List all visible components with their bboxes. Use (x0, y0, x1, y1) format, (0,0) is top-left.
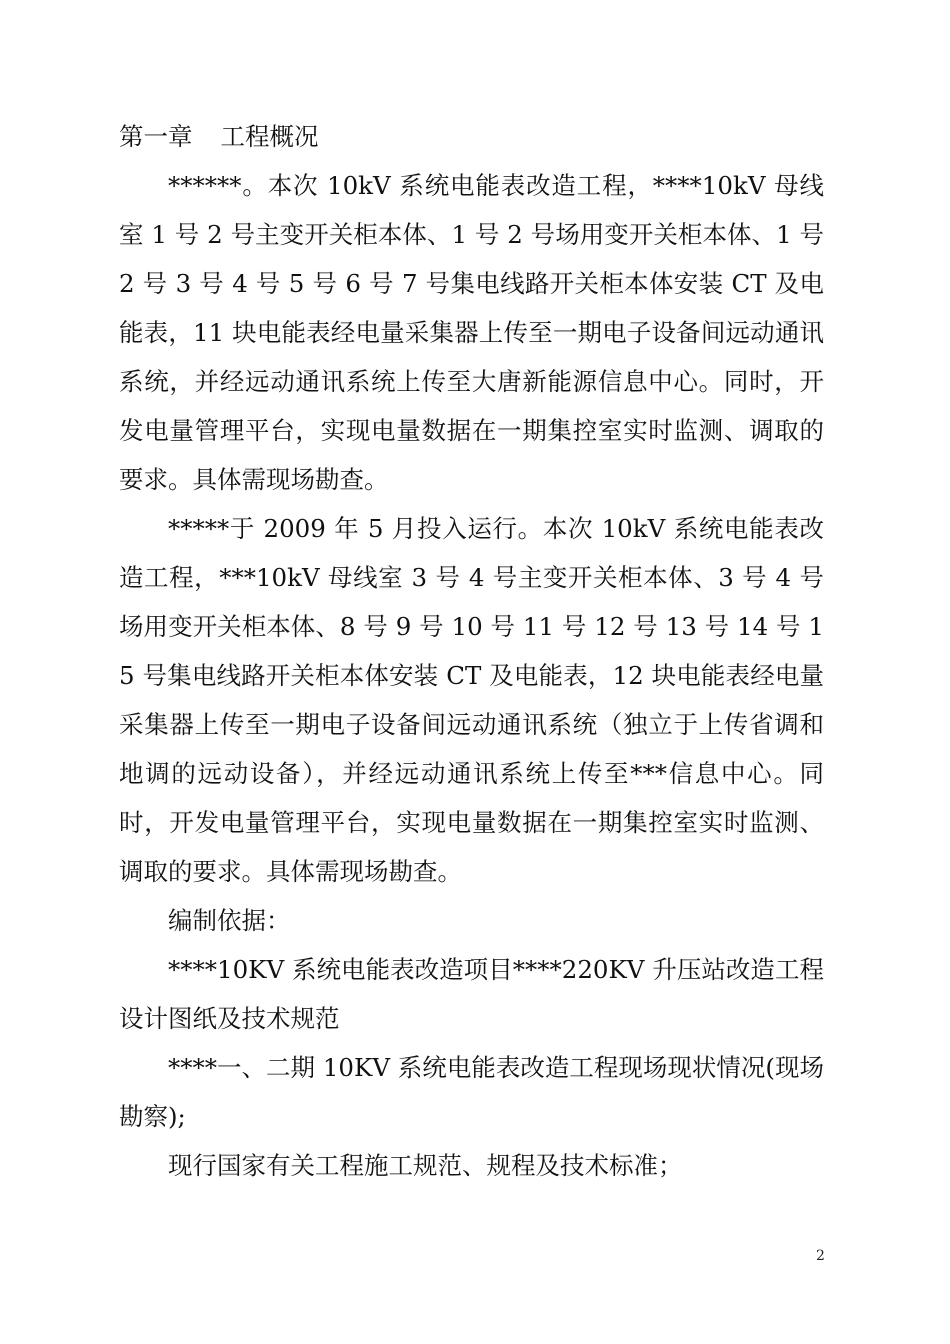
paragraph-project-phase1: ******。本次 10kV 系统电能表改造工程，****10kV 母线室 1 号 2 号主变开关柜本体、1 号 2 号场用变开关柜本体、1 号 2 号 3 号 4 号 5 号 6 号 7 号集电线路开关柜本体安装 CT 及电能表，11 块电能表经电量采集器上传至一期电子设备间远动通讯系统，并经远动通讯系统上传至大唐新能源信息中心。同时，开发电量管理平台，实现电量数据在一期集控室实时监测、调取的要求。具体需现场勘查。 (119, 171, 824, 494)
paragraph-project-phase2: *****于 2009 年 5 月投入运行。本次 10kV 系统电能表改造工程，***10kV 母线室 3 号 4 号主变开关柜本体、3 号 4 号场用变开关柜本体、8 号 9 号 10 号 11 号 12 号 13 号 14 号 15 号集电线路开关柜本体安装 CT 及电能表，12 块电能表经电量采集器上传至一期电子设备间远动通讯系统（独立于上传省调和地调的远动设备），并经远动通讯系统上传至***信息中心。同时，开发电量管理平台，实现电量数据在一期集控室实时监测、调取的要求。具体需现场勘查。 (119, 514, 824, 886)
page-body (119, 112, 824, 1190)
paragraph-basis-item-2: ****一、二期 10KV 系统电能表改造工程现场现状情况(现场勘察); (119, 1053, 824, 1131)
paragraph-basis-heading: 编制依据： (168, 906, 291, 935)
chapter-heading (119, 112, 824, 161)
chapter-title: 工程概况 (220, 122, 319, 151)
paragraph-basis-item-1: ****10KV 系统电能表改造项目****220KV 升压站改造工程设计图纸及技术规范 (119, 955, 824, 1033)
page-number: 2 (816, 1248, 825, 1264)
chapter-label: 第一章 (119, 122, 193, 151)
paragraph-basis-item-3: 现行国家有关工程施工规范、规程及技术标准； (168, 1151, 683, 1180)
